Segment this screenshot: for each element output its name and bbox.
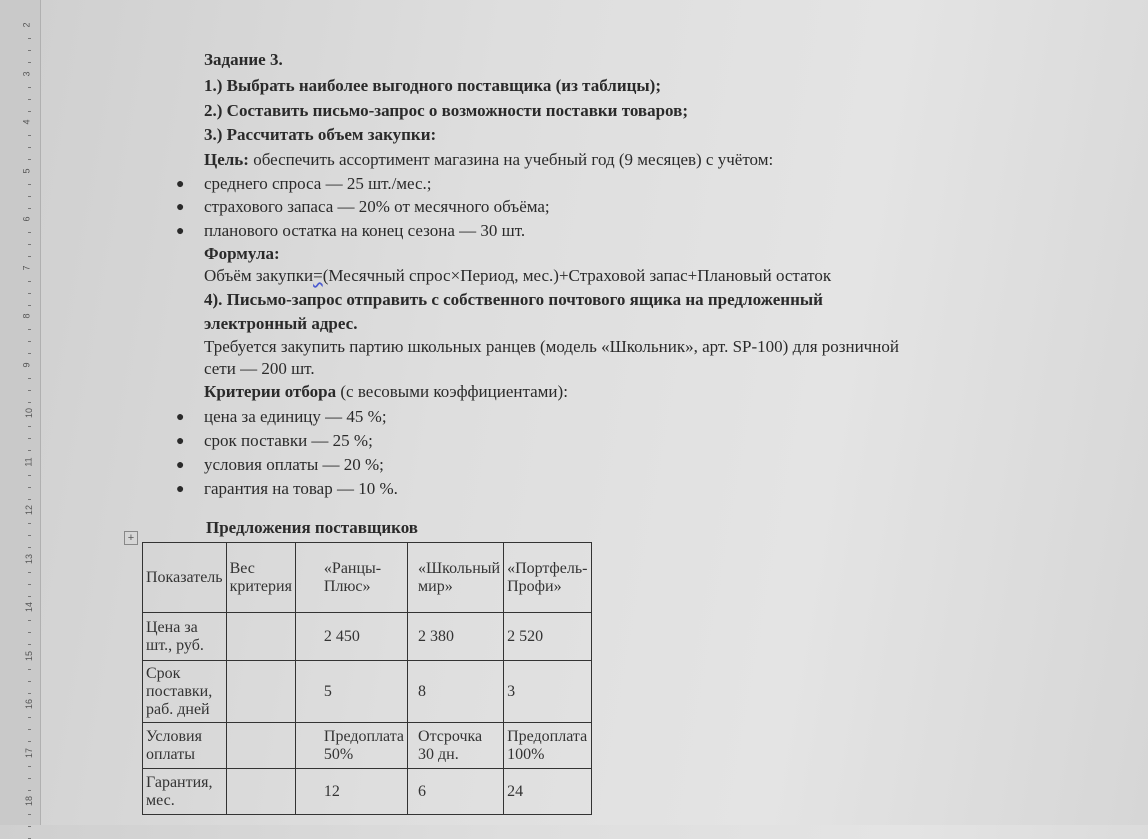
- ruler-number: 17: [24, 747, 35, 758]
- goal-text: обеспечить ассортимент магазина на учебный год (9 месяцев) с учётом:: [248, 150, 774, 169]
- ruler-tick: [28, 790, 31, 791]
- ruler-tick: [28, 729, 31, 730]
- ruler-tick: [28, 62, 31, 63]
- ruler-number: 4: [21, 119, 32, 125]
- requirement-line-2: сети — 200 шт.: [204, 359, 315, 378]
- ruler-tick: [28, 281, 31, 282]
- header-cell[interactable]: «Ранцы-Плюс»: [295, 543, 407, 613]
- ruler-tick: [28, 99, 31, 100]
- ruler-tick: [28, 232, 31, 233]
- ruler-tick: [28, 353, 31, 354]
- bullet-icon: ●: [176, 458, 185, 473]
- ruler-tick: [28, 669, 31, 670]
- ruler-tick: [28, 693, 31, 694]
- table-cell[interactable]: 8: [408, 661, 504, 723]
- formula-line: [204, 266, 831, 286]
- bullet-icon: ●: [176, 177, 185, 192]
- table-cell[interactable]: Цена за шт., руб.: [143, 613, 227, 661]
- table-cell[interactable]: 12: [295, 769, 407, 815]
- ruler-tick: [28, 135, 31, 136]
- task-item-4: 4). Письмо-запрос отправить с собственного почтового ящика на предложенный: [204, 290, 823, 309]
- criteria-label: Критерии отбора: [204, 382, 337, 401]
- criteria-item: условия оплаты — 20 %;: [204, 455, 384, 474]
- table-cell[interactable]: 6: [408, 769, 504, 815]
- table-row: [143, 613, 592, 661]
- goal-bullet: планового остатка на конец сезона — 30 шт.: [204, 221, 526, 240]
- ruler-tick: [28, 632, 31, 633]
- table-cell[interactable]: Предоплата 100%: [504, 723, 591, 769]
- bullet-icon: ●: [176, 482, 185, 497]
- ruler-tick: [28, 305, 31, 306]
- ruler-tick: [28, 378, 31, 379]
- ruler-number: 14: [24, 601, 35, 613]
- ruler-tick: [28, 111, 31, 112]
- ruler-tick: [28, 814, 31, 815]
- table-move-handle-icon[interactable]: +: [124, 531, 138, 545]
- ruler-number: 15: [24, 650, 35, 661]
- ruler-tick: [28, 523, 31, 524]
- ruler-number: 7: [21, 264, 32, 271]
- ruler-number: 5: [21, 167, 32, 174]
- bullet-icon: ●: [176, 200, 185, 215]
- criteria-item: цена за единицу — 45 %;: [204, 407, 387, 426]
- criteria-heading: [204, 382, 568, 402]
- bullet-icon: ●: [176, 224, 185, 239]
- ruler-number: 2: [21, 22, 32, 28]
- header-cell[interactable]: Показатель: [143, 543, 227, 613]
- ruler-tick: [28, 499, 31, 500]
- goal-bullet: страхового запаса — 20% от месячного объёма;: [204, 197, 550, 216]
- formula-part-b: (Месячный спрос×Период, мес.)+Страховой запас+Плановый остаток: [322, 266, 832, 285]
- table-cell[interactable]: Срок поставки, раб. дней: [143, 661, 227, 723]
- ruler-tick: [28, 293, 31, 294]
- ruler-tick: [28, 159, 31, 160]
- ruler-tick: [28, 741, 31, 742]
- criteria-item: гарантия на товар — 10 %.: [204, 479, 398, 498]
- table-cell[interactable]: Гарантия, мес.: [143, 769, 227, 815]
- ruler-tick: [28, 50, 31, 51]
- formula-part-a: Объём закупки: [204, 266, 314, 285]
- header-cell[interactable]: «Школьный мир»: [408, 543, 504, 613]
- ruler-number: 6: [21, 216, 32, 222]
- table-cell[interactable]: 2 450: [295, 613, 407, 661]
- ruler-tick: [28, 487, 31, 488]
- ruler-tick: [28, 475, 31, 476]
- table-cell[interactable]: 24: [504, 769, 591, 815]
- table-cell[interactable]: 2 380: [408, 613, 504, 661]
- ruler-tick: [28, 766, 31, 767]
- ruler-tick: [28, 147, 31, 148]
- ruler-number: 12: [24, 504, 35, 516]
- table-cell[interactable]: 3: [504, 661, 591, 723]
- criteria-item: срок поставки — 25 %;: [204, 431, 373, 450]
- ruler-tick: [28, 38, 31, 39]
- formula-equals: =: [313, 266, 323, 285]
- ruler-tick: [28, 426, 31, 427]
- ruler-tick: [28, 208, 31, 209]
- bullet-icon: ●: [176, 434, 185, 449]
- ruler-tick: [28, 596, 31, 597]
- criteria-text: (с весовыми коэффициентами):: [336, 382, 568, 401]
- task-item-3: 3.) Рассчитать объем закупки:: [204, 125, 437, 144]
- table-cell[interactable]: [226, 723, 295, 769]
- ruler-tick: [28, 584, 31, 585]
- table-cell[interactable]: Отсрочка 30 дн.: [408, 723, 504, 769]
- ruler-number: 8: [21, 313, 32, 319]
- table-cell[interactable]: 5: [295, 661, 407, 723]
- bullet-icon: ●: [176, 410, 185, 425]
- table-row: [143, 769, 592, 815]
- ruler-tick: [28, 644, 31, 645]
- goal-label: Цель:: [204, 150, 249, 169]
- table-caption: Предложения поставщиков: [206, 518, 418, 537]
- ruler-number: 10: [24, 407, 35, 419]
- ruler-number: 18: [24, 795, 35, 807]
- table-cell[interactable]: [226, 661, 295, 723]
- ruler-tick: [28, 778, 31, 779]
- table-header-row: [143, 543, 592, 613]
- requirement-line-1: Требуется закупить партию школьных ранцев (модель «Школьник», арт. SP-100) для розничной: [204, 337, 899, 356]
- task-item-4-cont: электронный адрес.: [204, 314, 358, 333]
- ruler-tick: [28, 547, 31, 548]
- ruler-tick: [28, 244, 31, 245]
- ruler-tick: [28, 87, 31, 88]
- table-row: [143, 661, 592, 723]
- ruler-tick: [28, 390, 31, 391]
- task-item-2: 2.) Составить письмо-запрос о возможности поставки товаров;: [204, 101, 688, 120]
- ruler-number: 13: [24, 553, 35, 564]
- ruler-number: 11: [23, 456, 34, 467]
- table-row: [143, 723, 592, 769]
- ruler-tick: [28, 620, 31, 621]
- ruler-tick: [28, 572, 31, 573]
- table-cell[interactable]: Условия оплаты: [143, 723, 227, 769]
- ruler-tick: [28, 256, 31, 257]
- ruler-tick: [28, 184, 31, 185]
- ruler-tick: [28, 438, 31, 439]
- table-cell[interactable]: [226, 769, 295, 815]
- ruler-number: 9: [21, 361, 32, 368]
- ruler-tick: [28, 535, 31, 536]
- table-cell[interactable]: 2 520: [504, 613, 591, 661]
- suppliers-table: [142, 542, 592, 815]
- ruler-tick: [28, 341, 31, 342]
- ruler-number: 16: [24, 698, 35, 710]
- task-item-1: 1.) Выбрать наиболее выгодного поставщика (из таблицы);: [204, 76, 662, 95]
- goal-line: [204, 150, 773, 170]
- ruler-tick: [28, 826, 31, 827]
- ruler-number: 3: [21, 70, 32, 77]
- ruler-tick: [28, 196, 31, 197]
- ruler-tick: [28, 402, 31, 403]
- formula-label: Формула:: [204, 244, 280, 263]
- task-title: Задание 3.: [204, 50, 283, 69]
- table-cell[interactable]: [226, 613, 295, 661]
- table-cell[interactable]: Предоплата 50%: [295, 723, 407, 769]
- vertical-ruler[interactable]: [0, 0, 41, 825]
- ruler-tick: [28, 681, 31, 682]
- ruler-tick: [28, 329, 31, 330]
- header-cell[interactable]: Вес критерия: [226, 543, 295, 613]
- header-cell[interactable]: «Портфель-Профи»: [504, 543, 591, 613]
- goal-bullet: среднего спроса — 25 шт./мес.;: [204, 174, 432, 193]
- ruler-tick: [28, 450, 31, 451]
- ruler-tick: [28, 717, 31, 718]
